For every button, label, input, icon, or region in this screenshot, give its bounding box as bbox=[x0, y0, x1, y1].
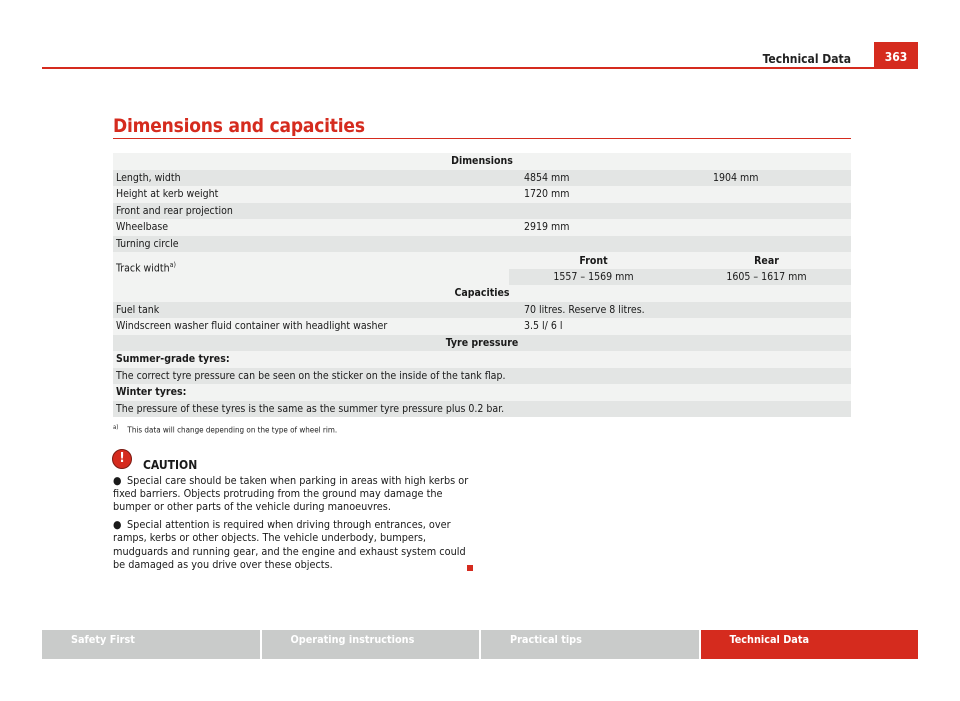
running-header: Technical Data bbox=[762, 52, 851, 66]
row-label: Length, width bbox=[116, 171, 181, 184]
exclamation-icon: ! bbox=[112, 449, 132, 469]
track-width-row bbox=[113, 252, 851, 285]
caution-item-text: Special care should be taken when parking in areas with high kerbs or fixed barriers. Objects protruding from the ground may damage the bumper or other parts of the vehicle during manoeuvres. bbox=[113, 474, 469, 514]
tyre-pressure-heading-row bbox=[113, 335, 851, 352]
row-label: Windscreen washer fluid container with headlight washer bbox=[116, 320, 388, 332]
caution-item bbox=[113, 474, 473, 514]
caution-item bbox=[113, 518, 473, 571]
table-row bbox=[113, 170, 851, 187]
table-row bbox=[113, 401, 851, 418]
tyre-pressure-heading: Tyre pressure bbox=[445, 336, 519, 349]
bullet-icon: ● bbox=[113, 474, 122, 487]
table-row bbox=[113, 219, 851, 236]
summer-tyres-text: The correct tyre pressure can be seen on the sticker on the inside of the tank flap. bbox=[116, 369, 506, 382]
footnote-text: This data will change depending on the type of wheel rim. bbox=[127, 425, 338, 435]
winter-tyres-text: The pressure of these tyres is the same as the summer tyre pressure plus 0.2 bar. bbox=[116, 402, 505, 415]
section-end-marker bbox=[467, 565, 473, 571]
row-label: Height at kerb weight bbox=[116, 188, 219, 200]
caution-body bbox=[113, 474, 473, 575]
table-row bbox=[113, 368, 851, 385]
capacities-heading: Capacities bbox=[454, 287, 510, 299]
caution-item-text: Special attention is required when driving through entrances, over ramps, kerbs or other objects. The vehicle underbody, bumpers, mudguards and running gear, and the engine and exhaust system could be damaged as you drive over these objects. bbox=[113, 518, 466, 571]
dimensions-heading: Dimensions bbox=[451, 155, 513, 167]
footnote-mark: a) bbox=[113, 424, 119, 431]
nav-tab-safety-first[interactable]: Safety First bbox=[42, 630, 260, 659]
row-value: 3.5 l/ 6 l bbox=[524, 320, 563, 332]
track-front-value: 1557 – 1569 mm bbox=[553, 270, 634, 283]
row-value: 70 litres. Reserve 8 litres. bbox=[524, 303, 645, 316]
section-rule bbox=[113, 138, 851, 139]
page-number: 363 bbox=[874, 42, 918, 68]
track-rear-header: Rear bbox=[754, 255, 779, 267]
nav-tab-operating-instructions[interactable]: Operating instructions bbox=[262, 630, 480, 659]
table-row bbox=[113, 302, 851, 319]
nav-tab-technical-data[interactable]: Technical Data bbox=[701, 630, 919, 659]
row-value: 4854 mm bbox=[524, 171, 570, 184]
row-value: 2919 mm bbox=[524, 221, 570, 233]
table-row bbox=[113, 384, 851, 401]
row-label: Fuel tank bbox=[116, 303, 160, 316]
winter-tyres-label: Winter tyres: bbox=[116, 386, 187, 398]
table-row bbox=[113, 318, 851, 335]
header-rule bbox=[42, 67, 918, 69]
table-row bbox=[113, 203, 851, 220]
capacities-heading-row bbox=[113, 285, 851, 302]
section-title: Dimensions and capacities bbox=[113, 115, 365, 137]
table-row bbox=[113, 186, 851, 203]
chapter-nav bbox=[42, 630, 918, 659]
row-value: 1904 mm bbox=[713, 171, 759, 184]
row-label: Wheelbase bbox=[116, 221, 169, 233]
footnote bbox=[113, 424, 337, 435]
summer-tyres-label: Summer-grade tyres: bbox=[116, 353, 230, 365]
track-front-header: Front bbox=[579, 255, 608, 267]
bullet-icon: ● bbox=[113, 518, 122, 532]
table-row bbox=[113, 351, 851, 368]
dimensions-heading-row bbox=[113, 153, 851, 170]
row-value: 1720 mm bbox=[524, 188, 570, 200]
row-label: Turning circle bbox=[116, 237, 179, 250]
caution-title: CAUTION bbox=[143, 458, 198, 472]
table-row bbox=[113, 236, 851, 253]
spec-table bbox=[113, 153, 851, 417]
track-width-label bbox=[116, 261, 176, 275]
nav-tab-practical-tips[interactable]: Practical tips bbox=[481, 630, 699, 659]
footnote-marker: a) bbox=[169, 261, 176, 269]
track-width-text: Track width bbox=[116, 262, 170, 275]
row-label: Front and rear projection bbox=[116, 204, 233, 217]
track-rear-value: 1605 – 1617 mm bbox=[726, 270, 807, 283]
